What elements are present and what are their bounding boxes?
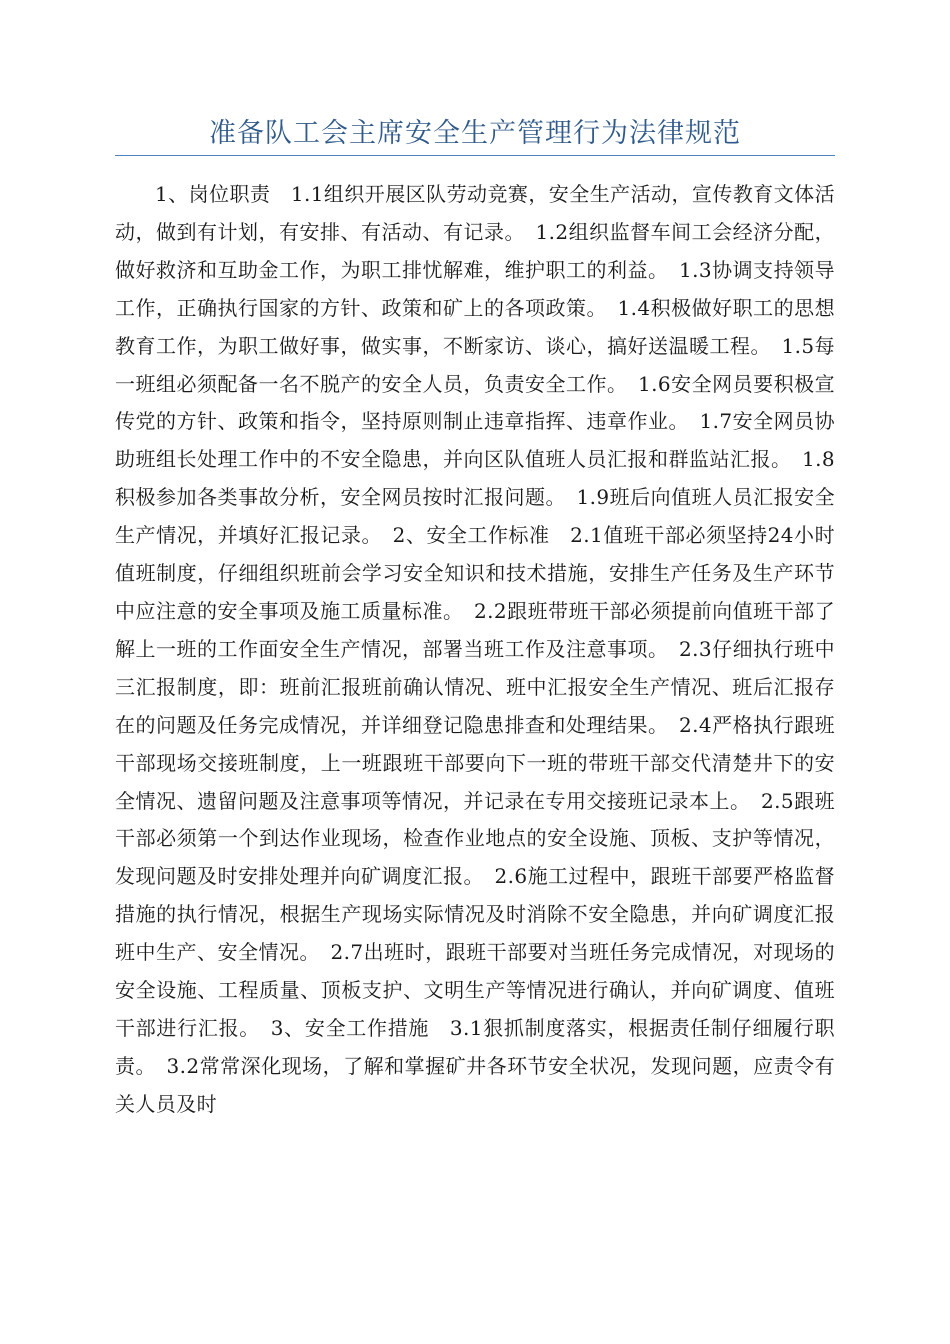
document-body: 1、岗位职责 1.1组织开展区队劳动竞赛，安全生产活动，宣传教育文体活动，做到有计划，有安排、有活动、有记录。 1.2组织监督车间工会经济分配，做好救济和互助金工作，为职工排忧解难，维护职工的利益。 1.3协调支持领导工作，正确执行国家的方针、政策和矿上的各项政策。 1.4积极做好职工的思想教育工作，为职工做好事，做实事，不断家访、谈心，搞好送温暖工程。 1.5每一班组必须配备一名不脱产的安全人员，负责安全工作。 1.6安全网员要积极宣传党的方针、政策和指令，坚持原则制止违章指挥、违章作业。 1.7安全网员协助班组长处理工作中的不安全隐患，并向区队值班人员汇报和群监站汇报。 1.8积极参加各类事故分析，安全网员按时汇报问题。 1.9班后向值班人员汇报安全生产情况，并填好汇报记录。 2、安全工作标准 2.1值班干部必须坚持24小时值班制度，仔细组织班前会学习安全知识和技术措施，安排生产任务及生产环节中应注意的安全事项及施工质量标准。 2.2跟班带班干部必须提前向值班干部了解上一班的工作面安全生产情况，部署当班工作及注意事项。 2.3仔细执行班中三汇报制度，即：班前汇报班前确认情况、班中汇报安全生产情况、班后汇报存在的问题及任务完成情况，并详细登记隐患排查和处理结果。 2.4严格执行跟班干部现场交接班制度，上一班跟班干部要向下一班的带班干部交代清楚井下的安全情况、遗留问题及注意事项等情况，并记录在专用交接班记录本上。 2.5跟班干部必须第一个到达作业现场，检查作业地点的安全设施、顶板、支护等情况，发现问题及时安排处理并向矿调度汇报。 2.6施工过程中，跟班干部要严格监督措施的执行情况，根据生产现场实际情况及时消除不安全隐患，并向矿调度汇报班中生产、安全情况。 2.7出班时，跟班干部要对当班任务完成情况，对现场的安全设施、工程质量、顶板支护、文明生产等情况进行确认，并向矿调度、值班干部进行汇报。 3、安全工作措施 3.1狠抓制度落实，根据责任制仔细履行职责。 3.2常常深化现场，了解和掌握矿井各环节安全状况，发现问题，应责令有关人员及时 [115,182,835,1116]
title-underline [115,155,835,156]
document-title: 准备队工会主席安全生产管理行为法律规范 [209,118,741,149]
